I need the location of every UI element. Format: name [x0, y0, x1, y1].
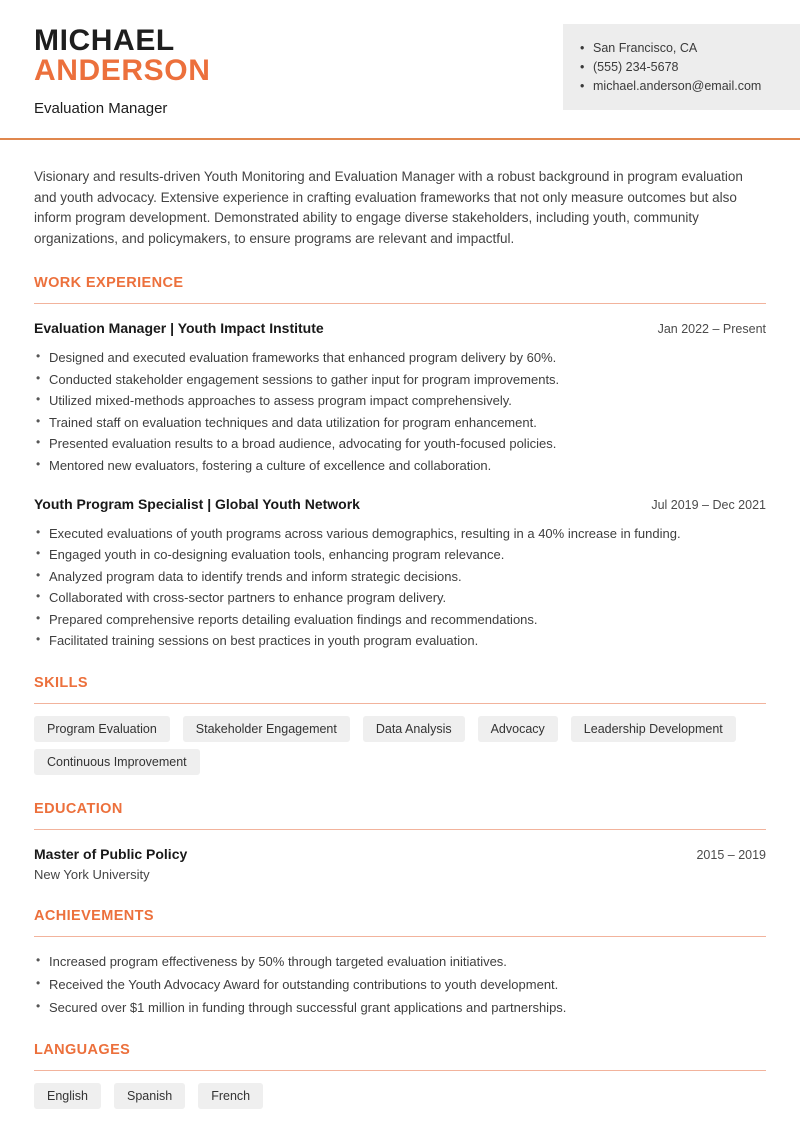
- contact-list: [580, 41, 792, 94]
- job-header: [34, 320, 766, 336]
- last-name: ANDERSON: [34, 54, 211, 87]
- bullet-item: • Trained staff on evaluation techniques and data utilization for program enhancement.: [34, 414, 766, 431]
- section-title-languages: LANGUAGES: [34, 1042, 131, 1058]
- bullet-item: • Prepared comprehensive reports detailing evaluation findings and recommendations.: [34, 611, 766, 628]
- job-header: [34, 496, 766, 512]
- education-dates: 2015 – 2019: [696, 848, 766, 862]
- section-work-experience: [34, 275, 766, 649]
- languages-chip-list: [34, 1083, 766, 1109]
- job-title: Youth Program Specialist | Global Youth Network: [34, 495, 360, 512]
- language-chip: English: [34, 1083, 101, 1109]
- skill-chip: Leadership Development: [571, 716, 736, 742]
- language-chip: French: [198, 1083, 263, 1109]
- headline-job-title: Evaluation Manager: [34, 100, 168, 117]
- bullet-item: • Secured over $1 million in funding through successful grant applications and partnerships.: [34, 999, 766, 1016]
- section-title-skills: SKILLS: [34, 675, 88, 691]
- job-entry: [34, 496, 766, 650]
- degree-name: Master of Public Policy: [34, 846, 188, 862]
- section-divider: [34, 829, 766, 830]
- resume-header: [0, 0, 800, 117]
- header-divider: [0, 138, 800, 140]
- bullet-item: • Mentored new evaluators, fostering a culture of excellence and collaboration.: [34, 457, 766, 474]
- bullet-item: • Utilized mixed-methods approaches to assess program impact comprehensively.: [34, 392, 766, 409]
- bullet-item: • Engaged youth in co-designing evaluation tools, enhancing program relevance.: [34, 546, 766, 563]
- contact-item-email: • michael.anderson@email.com: [580, 79, 792, 94]
- section-languages: [34, 1042, 766, 1109]
- section-achievements: [34, 908, 766, 1016]
- section-divider: [34, 303, 766, 304]
- contact-card: [563, 24, 800, 110]
- achievements-bullet-list: [34, 953, 766, 1016]
- bullet-item: • Facilitated training sessions on best practices in youth program evaluation.: [34, 632, 766, 649]
- skill-chip: Continuous Improvement: [34, 749, 200, 775]
- section-divider: [34, 936, 766, 937]
- contact-item-phone: • (555) 234-5678: [580, 60, 792, 75]
- skills-chip-list: [34, 716, 766, 775]
- education-header: [34, 846, 766, 862]
- job-dates: Jan 2022 – Present: [657, 322, 766, 336]
- skill-chip: Advocacy: [478, 716, 558, 742]
- bullet-item: • Executed evaluations of youth programs across various demographics, resulting in a 40% increase in funding.: [34, 525, 766, 542]
- bullet-item: • Presented evaluation results to a broad audience, advocating for youth-focused policies.: [34, 435, 766, 452]
- section-divider: [34, 1070, 766, 1071]
- skill-chip: Program Evaluation: [34, 716, 170, 742]
- bullet-item: • Received the Youth Advocacy Award for outstanding contributions to youth development.: [34, 976, 766, 993]
- section-skills: [34, 675, 766, 775]
- section-title-education: EDUCATION: [34, 801, 123, 817]
- section-title-achievements: ACHIEVEMENTS: [34, 908, 155, 924]
- job-bullet-list: [34, 525, 766, 650]
- job-title: Evaluation Manager | Youth Impact Institute: [34, 320, 324, 336]
- bullet-item: • Analyzed program data to identify trends and inform strategic decisions.: [34, 568, 766, 585]
- resume-body: [0, 167, 800, 1109]
- contact-item-location: • San Francisco, CA: [580, 41, 792, 56]
- school-name: New York University: [34, 867, 150, 882]
- job-dates: Jul 2019 – Dec 2021: [651, 497, 766, 512]
- bullet-item: • Conducted stakeholder engagement sessions to gather input for program improvements.: [34, 371, 766, 388]
- bullet-item: • Designed and executed evaluation frameworks that enhanced program delivery by 60%.: [34, 349, 766, 366]
- section-education: [34, 801, 766, 882]
- skill-chip: Data Analysis: [363, 716, 465, 742]
- bullet-item: • Increased program effectiveness by 50% through targeted evaluation initiatives.: [34, 953, 766, 970]
- language-chip: Spanish: [114, 1083, 185, 1109]
- first-name: MICHAEL: [34, 24, 175, 57]
- job-bullet-list: [34, 349, 766, 474]
- bullet-item: • Collaborated with cross-sector partners to enhance program delivery.: [34, 589, 766, 606]
- skill-chip: Stakeholder Engagement: [183, 716, 350, 742]
- section-title-work-experience: WORK EXPERIENCE: [34, 275, 184, 291]
- section-divider: [34, 703, 766, 704]
- job-entry: [34, 320, 766, 474]
- summary-text: Visionary and results-driven Youth Monitoring and Evaluation Manager with a robust background in program evaluation and youth advocacy. Extensive experience in crafting evaluation frameworks that not only measure outcomes but also inform program development. Demonstrated ability to engage diverse stakeholders, including youth, community organizations, and policymakers, to ensure programs are relevant and impactful.: [34, 169, 743, 246]
